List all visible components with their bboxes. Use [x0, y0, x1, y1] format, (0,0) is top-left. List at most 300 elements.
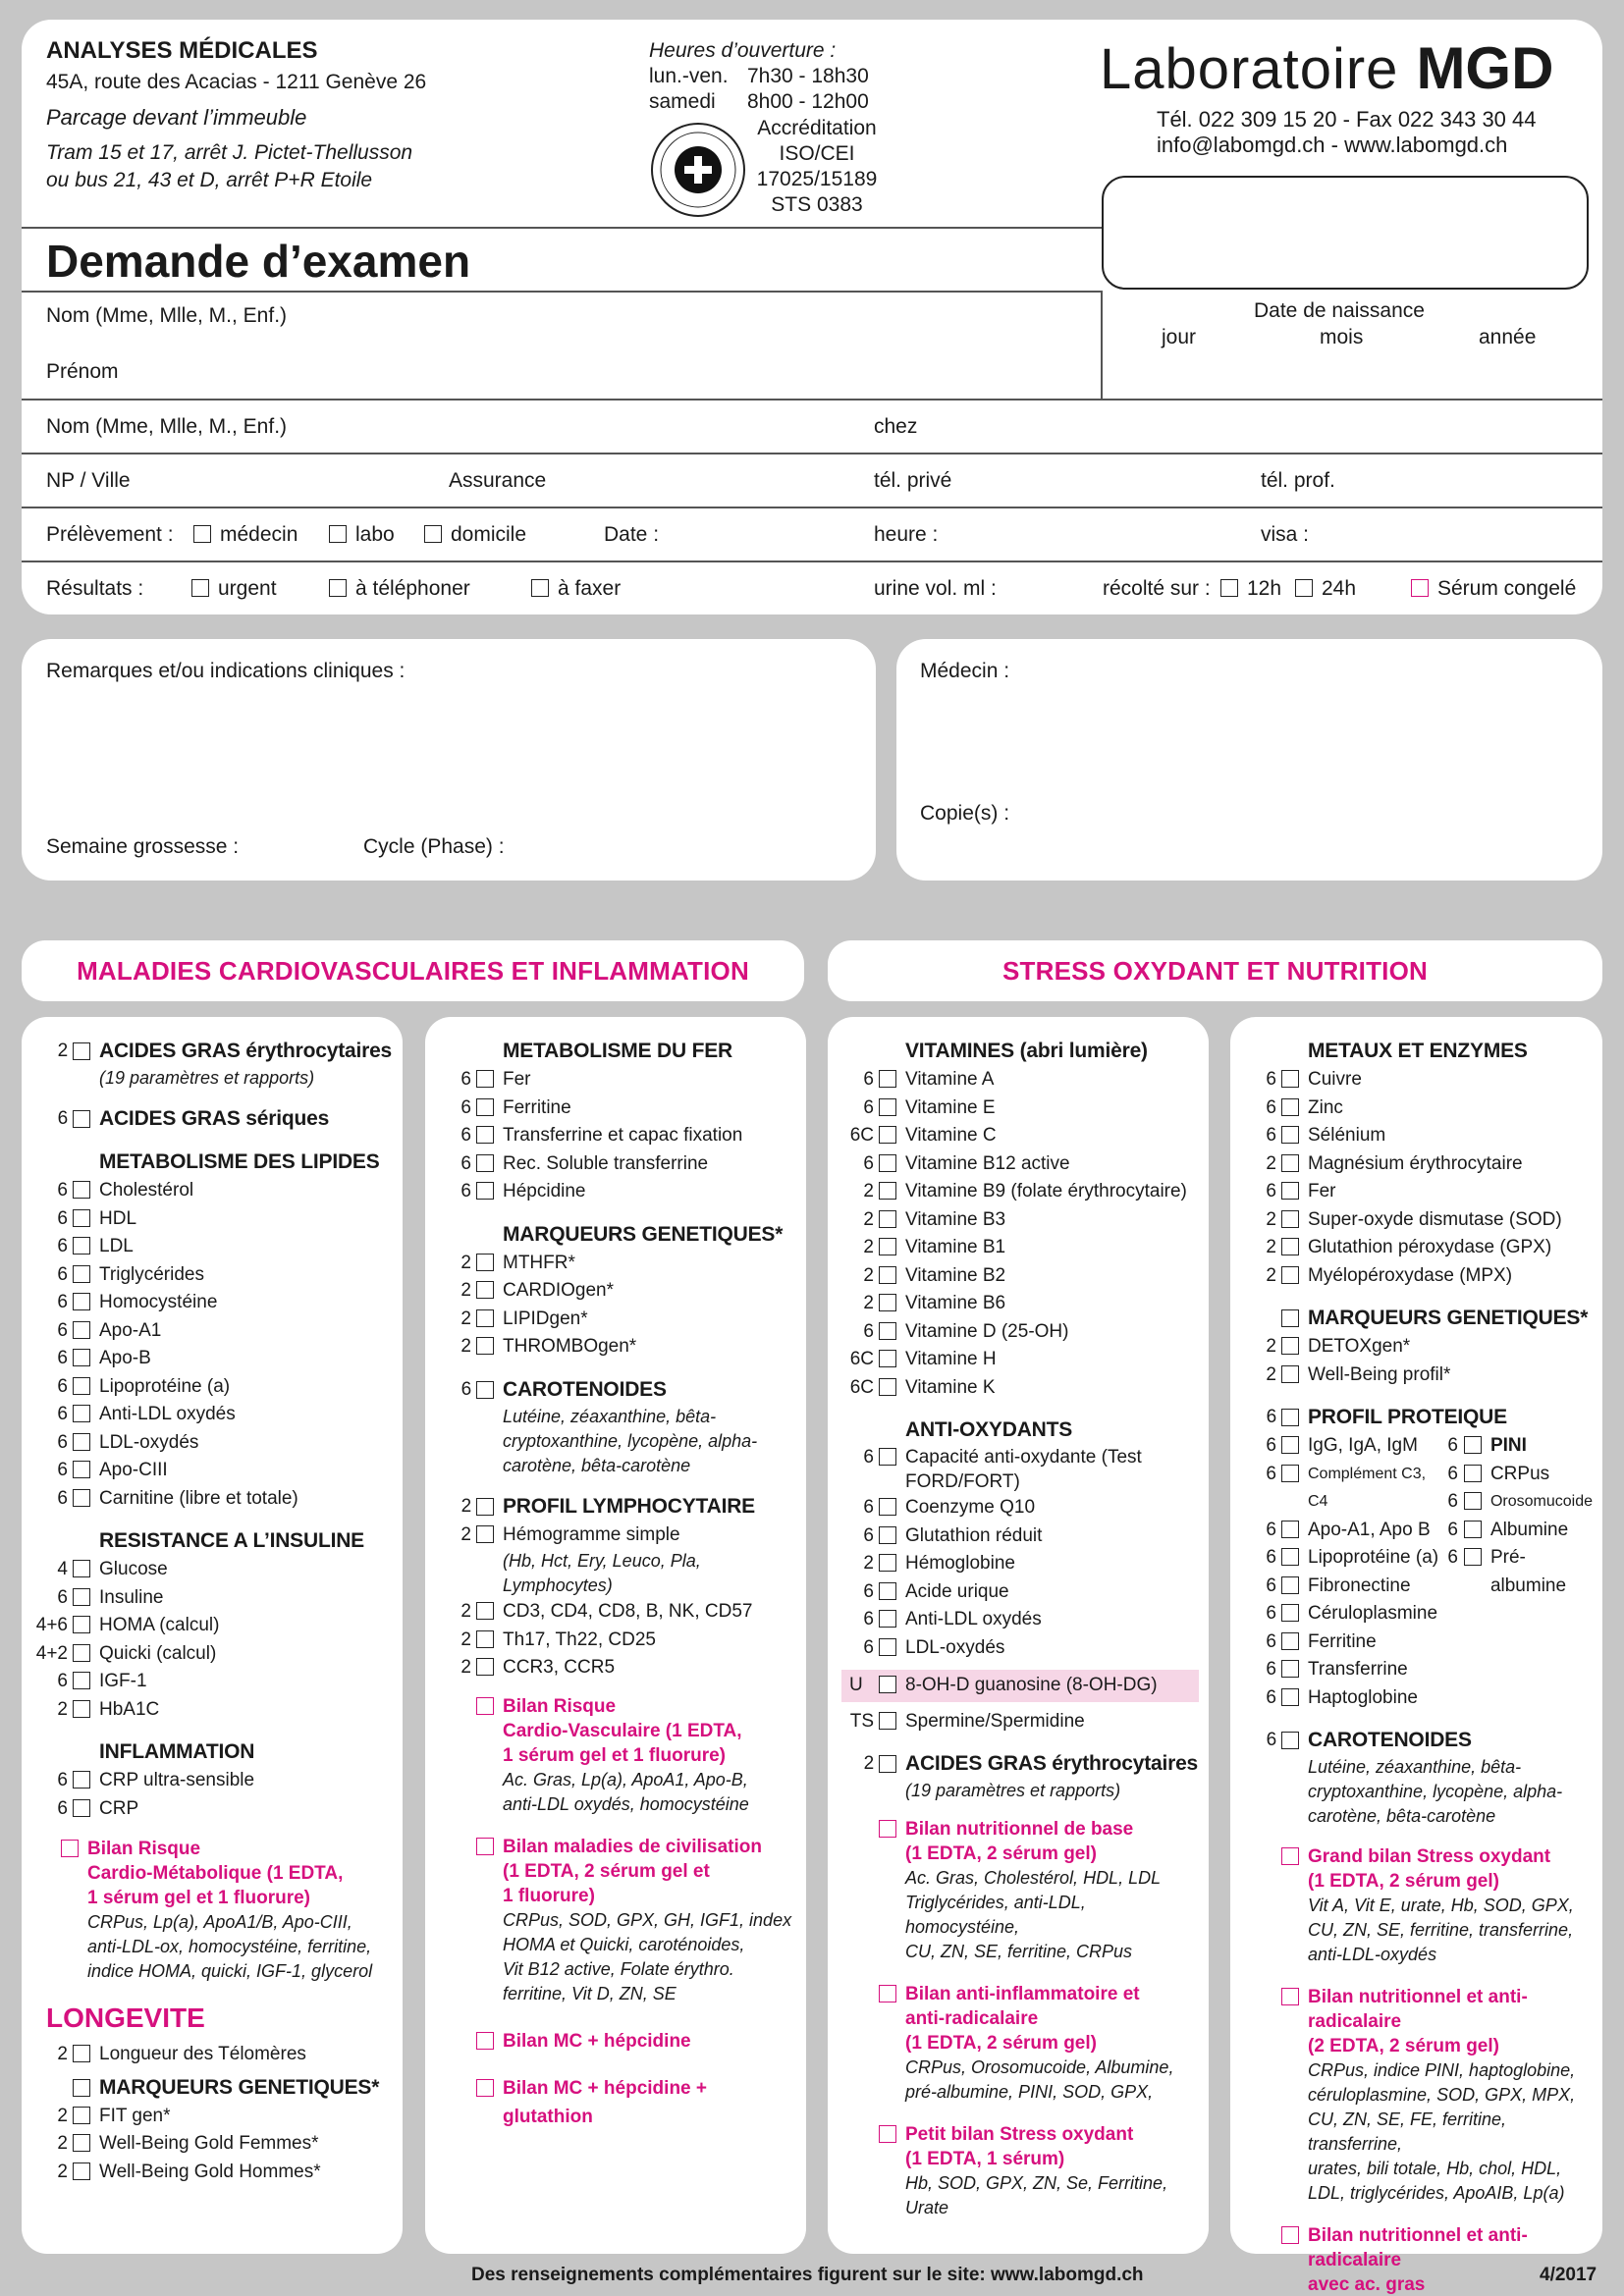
genetic-test-item[interactable] — [425, 1333, 796, 1362]
lymphocyte-test-item[interactable] — [425, 1627, 796, 1655]
checkbox[interactable] — [476, 1154, 494, 1172]
insulin-test-item[interactable] — [22, 1668, 393, 1696]
tube-code: 6 — [1266, 1125, 1276, 1146]
date-field[interactable]: Date : — [604, 523, 660, 546]
insulin-test-item[interactable] — [22, 1612, 393, 1640]
checkbox[interactable] — [73, 1349, 90, 1366]
checkbox[interactable] — [73, 1799, 90, 1817]
fatty-acids-serum-item[interactable]: 6 ACIDES GRAS sériques — [57, 1107, 330, 1130]
tube-code: 6 — [1266, 1659, 1276, 1680]
tube-code: 6 — [1266, 1519, 1276, 1540]
telomeres-item[interactable]: 2 Longueur des Télomères — [57, 2044, 306, 2064]
checkbox[interactable] — [1281, 1337, 1299, 1355]
insurance-field[interactable]: Assurance — [449, 469, 547, 492]
protein-test-item[interactable] — [1444, 1488, 1593, 1517]
fatty-acids-sub-2: (19 paramètres et rapports) — [905, 1781, 1121, 1800]
test-label: LDL-oxydés — [99, 1431, 199, 1453]
phone-fax: Tél. 022 309 15 20 - Fax 022 343 30 44 — [1157, 107, 1537, 132]
test-label: Rec. Soluble transferrine — [503, 1152, 709, 1174]
weekday-label: lun.-ven. — [649, 65, 729, 87]
checkbox[interactable] — [879, 1210, 896, 1228]
metal-enzyme-test-item[interactable] — [1230, 1122, 1593, 1150]
test-label: Lipoprotéine (a) — [99, 1375, 231, 1397]
checkbox[interactable] — [879, 1126, 896, 1144]
lipid-test-item[interactable] — [22, 1345, 393, 1373]
lymphocyte-test-item[interactable] — [425, 1654, 796, 1682]
24h-checkbox[interactable]: 24h — [1295, 577, 1356, 601]
test-label: Well-Being profil* — [1308, 1363, 1451, 1385]
tube-code: 6 — [863, 1524, 874, 1546]
iron-test-item[interactable] — [425, 1095, 796, 1123]
test-label: Th17, Th22, CD25 — [503, 1629, 656, 1650]
protein-test-item[interactable] — [1230, 1600, 1593, 1629]
metal-enzyme-test-item[interactable] — [1230, 1095, 1593, 1123]
form-version: 4/2017 — [1540, 2265, 1597, 2285]
metal-enzyme-test-item[interactable] — [1230, 1206, 1593, 1235]
tube-code: 6 — [460, 1069, 471, 1090]
tube-code: 6 — [1266, 1096, 1276, 1118]
tube-code: 4 — [57, 1559, 68, 1579]
checkbox[interactable] — [879, 1582, 896, 1600]
checkbox[interactable] — [476, 1630, 494, 1648]
checkbox[interactable] — [1281, 1660, 1299, 1678]
cycle-phase-field[interactable]: Cycle (Phase) : — [363, 835, 505, 858]
antioxidant-test-item[interactable] — [828, 1606, 1199, 1634]
protein-test-item[interactable] — [1230, 1684, 1593, 1713]
tube-code: 6 — [57, 1319, 68, 1341]
hemogram-item[interactable]: 2 Hémogramme simple — [460, 1523, 680, 1545]
checkbox[interactable] — [73, 1616, 90, 1633]
checkbox[interactable] — [879, 1182, 896, 1200]
checkbox[interactable] — [1281, 1266, 1299, 1284]
test-label: HDL — [99, 1207, 137, 1229]
tube-code: 6 — [460, 1181, 471, 1201]
pregnancy-week-field[interactable]: Semaine grossesse : — [46, 835, 240, 858]
laboratoire-mgd-logo: Laboratoire MGD — [1100, 35, 1554, 101]
inflammation-test-item[interactable] — [22, 1795, 393, 1824]
checkbox[interactable] — [476, 1337, 494, 1355]
protein-test-item[interactable] — [1230, 1544, 1444, 1573]
checkbox[interactable] — [476, 1126, 494, 1144]
checkbox[interactable] — [879, 1154, 896, 1172]
checkbox[interactable] — [73, 1644, 90, 1662]
checkbox[interactable] — [476, 1098, 494, 1116]
test-label: HbA1C — [99, 1698, 160, 1720]
test-label: Coenzyme Q10 — [905, 1497, 1036, 1518]
vitamin-test-item[interactable] — [828, 1150, 1199, 1179]
12h-checkbox[interactable]: 12h — [1220, 577, 1281, 601]
checkbox[interactable] — [73, 1771, 90, 1789]
tube-code: 2 — [1266, 1208, 1276, 1230]
protein-profile-item[interactable]: 6 PROFIL PROTEIQUE — [1266, 1406, 1507, 1428]
genetic-test-item[interactable] — [22, 2159, 393, 2187]
test-label: Carnitine (libre et totale) — [99, 1487, 298, 1509]
test-label: Apo-A1, Apo B — [1308, 1519, 1431, 1540]
checkbox[interactable] — [1281, 1238, 1299, 1255]
genetic-test-item[interactable] — [425, 1277, 796, 1306]
lab-address: 45A, route des Acacias - 1211 Genève 26 — [46, 71, 427, 93]
sampling-doctor-checkbox[interactable]: médecin — [193, 523, 298, 547]
bilan-nutritionnel-radicalaire-checkbox[interactable]: Bilan nutritionnel et anti-radicalaire (2 EDTA, 2 sérum gel) — [1230, 1985, 1593, 2058]
checkbox[interactable] — [879, 1378, 896, 1396]
bilan-mc-hepcidine-checkbox[interactable]: Bilan MC + hépcidine — [425, 2028, 796, 2056]
checkbox[interactable] — [1281, 1632, 1299, 1650]
checkbox[interactable] — [73, 1489, 90, 1507]
carotenoids-desc-1: Lutéine, zéaxanthine, bêta- cryptoxanthine, lycopène, alpha- carotène, bêta-carotène — [503, 1406, 758, 1475]
checkbox[interactable] — [1281, 1688, 1299, 1706]
antioxidant-test-item[interactable] — [828, 1550, 1199, 1578]
test-label: Transferrine — [1308, 1659, 1408, 1680]
lipid-test-item[interactable] — [22, 1373, 393, 1402]
tube-code: 6 — [863, 1609, 874, 1629]
checkbox[interactable] — [1281, 1365, 1299, 1383]
bilan-cardio-metabolique-checkbox[interactable]: Bilan Risque Cardio-Métabolique (1 EDTA, 1 sérum gel et 1 fluorure) — [22, 1837, 393, 1910]
insulin-heading: RESISTANCE A L’INSULINE — [99, 1529, 364, 1552]
metal-enzyme-test-item[interactable] — [1230, 1150, 1593, 1179]
checkbox[interactable] — [73, 1321, 90, 1339]
genetic-test-item[interactable] — [1230, 1362, 1593, 1390]
insured-name-field[interactable]: Nom (Mme, Mlle, M., Enf.) — [46, 415, 288, 438]
checkbox[interactable] — [73, 1293, 90, 1310]
checkbox[interactable] — [879, 1322, 896, 1340]
checkbox[interactable] — [1281, 1465, 1299, 1482]
copies-field[interactable]: Copie(s) : — [920, 802, 1010, 825]
checkbox[interactable] — [73, 1181, 90, 1199]
carotenoids-item-1[interactable]: 6 CAROTENOIDES — [460, 1377, 667, 1401]
doctor-field[interactable]: Médecin : — [920, 660, 1010, 682]
insulin-test-item[interactable] — [22, 1556, 393, 1584]
test-label: Vitamine D (25-OH) — [905, 1320, 1069, 1342]
checkbox[interactable] — [73, 2163, 90, 2180]
bilan-cardio-vasculaire-checkbox[interactable]: Bilan Risque Cardio-Vasculaire (1 EDTA, 1 sérum gel et 1 fluorure) — [425, 1694, 796, 1768]
tube-code: 2 — [460, 1601, 471, 1622]
test-label: Super-oxyde dismutase (SOD) — [1308, 1208, 1562, 1230]
checkbox[interactable] — [476, 1281, 494, 1299]
oxidative-stress-section-tab: STRESS OXYDANT ET NUTRITION — [828, 940, 1602, 1001]
vitamin-test-item[interactable] — [828, 1374, 1199, 1403]
sampling-home-checkbox[interactable]: domicile — [424, 523, 526, 547]
checkbox[interactable] — [879, 1554, 896, 1572]
urgent-checkbox[interactable]: urgent — [191, 577, 277, 601]
vitamin-test-item[interactable] — [828, 1178, 1199, 1206]
iron-test-item[interactable] — [425, 1178, 796, 1206]
tram-info: Tram 15 et 17, arrêt J. Pictet-Thellusson — [46, 141, 413, 164]
results-label: Résultats : — [46, 577, 144, 600]
vitamin-test-item[interactable] — [828, 1346, 1199, 1374]
checkbox[interactable] — [1464, 1548, 1482, 1566]
checkbox[interactable] — [1281, 1436, 1299, 1454]
test-label: Ferritine — [503, 1096, 571, 1118]
test-label: Vitamine C — [905, 1125, 997, 1146]
lipids-heading: METABOLISME DES LIPIDES — [99, 1150, 380, 1173]
tube-code: 6 — [863, 1580, 874, 1602]
tube-code: 6 — [1266, 1069, 1276, 1090]
test-label: Myélopéroxydase (MPX) — [1308, 1264, 1513, 1286]
test-label: Orosomucoide — [1489, 1493, 1593, 1510]
antioxidant-test-item[interactable] — [828, 1522, 1199, 1551]
iron-test-item[interactable] — [425, 1122, 796, 1150]
vitamin-test-item[interactable] — [828, 1122, 1199, 1150]
test-label: IgG, IgA, IgM — [1308, 1435, 1418, 1456]
checkbox[interactable] — [879, 1638, 896, 1656]
checkbox[interactable] — [1281, 1576, 1299, 1594]
private-phone-field[interactable]: tél. privé — [874, 469, 952, 492]
antioxidant-test-item[interactable] — [828, 1578, 1199, 1607]
bilan-anti-inflammatoire-desc: CRPus, Orosomucoide, Albumine, pré-albumine, PINI, SOD, GPX, — [905, 2057, 1174, 2102]
checkbox[interactable] — [879, 1238, 896, 1255]
test-label: Albumine — [1489, 1519, 1569, 1540]
genetic-test-item[interactable] — [22, 2130, 393, 2159]
bilan-civilisation-checkbox[interactable]: Bilan maladies de civilisation (1 EDTA, 2 sérum gel et 1 fluorure) — [425, 1835, 796, 1908]
checkbox[interactable] — [73, 2134, 90, 2152]
test-label: Well-Being Gold Hommes* — [99, 2161, 321, 2182]
vitamin-test-item[interactable] — [828, 1290, 1199, 1318]
telephone-checkbox[interactable]: à téléphoner — [329, 577, 470, 601]
tube-code: 6 — [1266, 1463, 1276, 1484]
genetic-test-item[interactable] — [1230, 1333, 1593, 1362]
tube-code: 6 — [1447, 1463, 1458, 1484]
checkbox[interactable] — [476, 1309, 494, 1327]
checkbox[interactable] — [1281, 1604, 1299, 1622]
test-label: LIPIDgen* — [503, 1308, 588, 1329]
vitamin-test-item[interactable] — [828, 1206, 1199, 1235]
test-label: Vitamine B12 active — [905, 1152, 1070, 1174]
lipid-test-item[interactable] — [22, 1177, 393, 1205]
metal-enzyme-test-item[interactable] — [1230, 1262, 1593, 1291]
test-label: Fer — [1308, 1181, 1336, 1201]
checkbox[interactable] — [879, 1266, 896, 1284]
frozen-serum-checkbox[interactable]: Sérum congelé — [1411, 577, 1576, 601]
protein-test-item[interactable] — [1444, 1544, 1593, 1600]
chez-field[interactable]: chez — [874, 415, 918, 438]
test-label: Sélénium — [1308, 1125, 1386, 1146]
lipid-test-item[interactable] — [22, 1233, 393, 1261]
test-label: Apo-A1 — [99, 1319, 162, 1341]
checkbox[interactable] — [1281, 1548, 1299, 1566]
protein-test-item[interactable] — [1230, 1656, 1593, 1684]
lipid-test-item[interactable] — [22, 1429, 393, 1458]
tube-code: 2 — [460, 1308, 471, 1329]
protein-test-item[interactable] — [1230, 1573, 1444, 1601]
checkbox[interactable] — [1464, 1521, 1482, 1538]
vitamin-test-item[interactable] — [828, 1234, 1199, 1262]
grand-bilan-stress-desc: Vit A, Vit E, urate, Hb, SOD, GPX, CU, ZN, SE, ferritine, transferrine, anti-LDL-oxydés — [1308, 1896, 1574, 1964]
vitamin-test-item[interactable] — [828, 1095, 1199, 1123]
np-ville-field[interactable]: NP / Ville — [46, 469, 131, 492]
tube-code: 6 — [863, 1096, 874, 1118]
sampling-lab-checkbox[interactable]: labo — [329, 523, 395, 547]
protein-test-item[interactable] — [1230, 1461, 1444, 1517]
checkbox[interactable] — [476, 1658, 494, 1676]
dob-day-field[interactable]: jour — [1162, 326, 1197, 348]
test-label: Haptoglobine — [1308, 1686, 1418, 1708]
petit-bilan-stress-checkbox[interactable]: Petit bilan Stress oxydant (1 EDTA, 1 sérum) — [828, 2122, 1199, 2171]
checkbox[interactable] — [879, 1498, 896, 1516]
test-label: Vitamine A — [905, 1069, 995, 1090]
checkbox[interactable] — [879, 1610, 896, 1628]
vitamin-test-item[interactable] — [828, 1066, 1199, 1095]
checkbox[interactable] — [73, 1433, 90, 1451]
tube-code: 2 — [460, 1252, 471, 1273]
test-label: CARDIOgen* — [503, 1280, 614, 1301]
insulin-test-item[interactable] — [22, 1584, 393, 1613]
iron-test-item[interactable] — [425, 1066, 796, 1095]
checkbox[interactable] — [879, 1350, 896, 1367]
checkbox[interactable] — [73, 1700, 90, 1718]
insulin-test-item[interactable] — [22, 1696, 393, 1725]
vitamin-test-item[interactable] — [828, 1318, 1199, 1347]
lipid-test-item[interactable] — [22, 1289, 393, 1317]
lipid-test-item[interactable] — [22, 1205, 393, 1234]
checkbox[interactable] — [476, 1182, 494, 1200]
dob-year-field[interactable]: année — [1479, 326, 1537, 348]
8-ohdg-item[interactable]: U 8-OH-D guanosine (8-OH-DG) — [841, 1670, 1199, 1702]
checkbox[interactable] — [73, 1405, 90, 1422]
checkbox[interactable] — [1281, 1070, 1299, 1088]
checkbox[interactable] — [476, 1602, 494, 1620]
protein-test-item[interactable] — [1230, 1432, 1444, 1461]
bilan-anti-inflammatoire-checkbox[interactable]: Bilan anti-inflammatoire et anti-radicalaire (1 EDTA, 2 sérum gel) — [828, 1982, 1199, 2056]
checkbox[interactable] — [879, 1294, 896, 1311]
sampling-label: Prélèvement : — [46, 523, 174, 546]
lymphocyte-test-item[interactable] — [425, 1598, 796, 1627]
work-phone-field[interactable]: tél. prof. — [1261, 469, 1335, 492]
checkbox[interactable] — [73, 1209, 90, 1227]
dob-label: Date de naissance — [1254, 299, 1425, 322]
antioxidant-test-item[interactable] — [828, 1494, 1199, 1522]
tube-code: 6 — [1266, 1603, 1276, 1624]
tube-code: 6 — [1447, 1519, 1458, 1540]
bilan-nutritionnel-base-checkbox[interactable]: Bilan nutritionnel de base (1 EDTA, 2 sérum gel) — [828, 1817, 1199, 1866]
bilan-civilisation-desc: CRPus, SOD, GPX, GH, IGF1, index HOMA et Quicki, caroténoides, Vit B12 active, Folate érythro. ferritine, Vit D, ZN, SE — [503, 1909, 792, 2003]
lipid-test-item[interactable] — [22, 1485, 393, 1514]
urine-volume-field[interactable]: urine vol. ml : — [874, 577, 997, 600]
fatty-acids-erythro-item-2[interactable]: 2 ACIDES GRAS érythrocytaires — [863, 1752, 1199, 1775]
tube-code: 6 — [57, 1431, 68, 1453]
iron-heading: METABOLISME DU FER — [503, 1040, 733, 1062]
checkbox[interactable] — [476, 1254, 494, 1271]
lymphocyte-profile-item[interactable]: 2 PROFIL LYMPHOCYTAIRE — [460, 1494, 755, 1518]
metal-enzyme-test-item[interactable] — [1230, 1178, 1593, 1206]
checkbox[interactable] — [73, 1377, 90, 1395]
genetic-test-item[interactable] — [425, 1306, 796, 1334]
lipid-test-item[interactable] — [22, 1317, 393, 1346]
checkbox[interactable] — [879, 1098, 896, 1116]
tube-code: 4+2 — [35, 1642, 68, 1664]
carotenoids-desc-4: Lutéine, zéaxanthine, bêta- cryptoxanthine, lycopène, alpha- carotène, bêta-carotène — [1308, 1757, 1563, 1826]
fax-checkbox[interactable]: à faxer — [531, 577, 621, 601]
fatty-acids-erythro-item[interactable]: 2 ACIDES GRAS érythrocytaires — [57, 1040, 393, 1062]
test-label: CRPus — [1489, 1463, 1550, 1484]
checkbox[interactable] — [73, 1461, 90, 1478]
antioxidant-capacity-item[interactable]: 6 Capacité anti-oxydante (Test FORD/FORT) — [863, 1447, 1142, 1492]
checkbox[interactable] — [1281, 1182, 1299, 1200]
checkbox[interactable] — [1281, 1126, 1299, 1144]
checkbox[interactable] — [73, 2107, 90, 2124]
genetic-test-item[interactable] — [22, 2103, 393, 2131]
test-label: Transferrine et capac fixation — [503, 1125, 743, 1146]
tube-code: 2 — [57, 2133, 68, 2154]
checkbox[interactable] — [1464, 1492, 1482, 1510]
checkbox[interactable] — [1464, 1436, 1482, 1454]
checkbox[interactable] — [73, 1672, 90, 1689]
test-label: CCR3, CCR5 — [503, 1657, 616, 1678]
tube-code: 6 — [57, 1180, 68, 1201]
grand-bilan-stress-checkbox[interactable]: Grand bilan Stress oxydant (1 EDTA, 2 sérum gel) — [1230, 1844, 1593, 1894]
checkbox[interactable] — [1281, 1154, 1299, 1172]
tube-code: 2 — [1266, 1336, 1276, 1357]
bilan-radicalaire-ac-gras-checkbox[interactable]: Bilan nutritionnel et anti-radicalaire avec ac. gras — [1230, 2223, 1593, 2296]
checkbox[interactable] — [476, 1070, 494, 1088]
genetic-test-item[interactable] — [425, 1250, 796, 1278]
metal-enzyme-test-item[interactable] — [1230, 1234, 1593, 1262]
checkbox[interactable] — [1281, 1521, 1299, 1538]
protein-test-item[interactable] — [1230, 1517, 1444, 1545]
test-label: Complément C3, C4 — [1308, 1465, 1427, 1510]
inflammation-test-item[interactable] — [22, 1767, 393, 1795]
petit-bilan-stress-desc: Hb, SOD, GPX, ZN, Se, Ferritine, Urate — [905, 2173, 1168, 2217]
metal-enzyme-test-item[interactable] — [1230, 1066, 1593, 1095]
test-label: CRP — [99, 1797, 139, 1819]
test-label: Acide urique — [905, 1580, 1009, 1602]
protein-test-item[interactable] — [1444, 1461, 1593, 1489]
protein-test-item[interactable] — [1230, 1629, 1593, 1657]
protein-test-item[interactable] — [1444, 1517, 1593, 1545]
lipid-test-item[interactable] — [22, 1457, 393, 1485]
saturday-label: samedi — [649, 90, 716, 113]
insulin-test-item[interactable] — [22, 1640, 393, 1669]
protein-test-item[interactable] — [1444, 1432, 1593, 1461]
time-field[interactable]: heure : — [874, 523, 939, 546]
patient-name-field[interactable]: Nom (Mme, Mlle, M., Enf.) — [46, 304, 288, 327]
bilan-cardio-metabolique-desc: CRPus, Lp(a), ApoA1/B, Apo-CIII, anti-LDL-ox, homocystéine, ferritine, indice HOMA, quicki, IGF-1, glycerol — [87, 1912, 373, 1981]
checkbox[interactable] — [73, 1237, 90, 1255]
tube-code: 6 — [57, 1460, 68, 1480]
carotenoids-item-4[interactable]: 6 CAROTENOIDES — [1266, 1729, 1472, 1751]
first-name-field[interactable]: Prénom — [46, 360, 119, 383]
checkbox[interactable] — [1281, 1210, 1299, 1228]
tube-code: 6 — [1447, 1491, 1458, 1512]
iron-test-item[interactable] — [425, 1150, 796, 1179]
checkbox[interactable] — [879, 1526, 896, 1544]
checkbox[interactable] — [73, 1588, 90, 1606]
antioxidant-test-item[interactable] — [828, 1634, 1199, 1663]
dob-month-field[interactable]: mois — [1320, 326, 1364, 348]
checkbox[interactable] — [1464, 1465, 1482, 1482]
tube-code: 6 — [57, 1404, 68, 1424]
bilan-mc-hepcidine-glutathion-checkbox[interactable]: Bilan MC + hépcidine + glutathion — [425, 2075, 796, 2131]
checkbox[interactable] — [1281, 1098, 1299, 1116]
footer-info: Des renseignements complémentaires figurent sur le site: www.labomgd.ch — [471, 2265, 1144, 2285]
lipid-test-item[interactable] — [22, 1401, 393, 1429]
tube-code: 6 — [863, 1320, 874, 1342]
patient-label-box[interactable] — [1102, 176, 1589, 290]
tube-code: 2 — [460, 1280, 471, 1301]
checkbox[interactable] — [73, 1560, 90, 1577]
checkbox[interactable] — [73, 1265, 90, 1283]
test-label: MTHFR* — [503, 1252, 575, 1273]
test-label: Insuline — [99, 1586, 164, 1608]
tube-code: 2 — [460, 1336, 471, 1357]
checkbox[interactable] — [879, 1070, 896, 1088]
visa-field[interactable]: visa : — [1261, 523, 1310, 546]
spermine-item[interactable]: TS Spermine/Spermidine — [849, 1710, 1085, 1732]
lipid-test-item[interactable] — [22, 1261, 393, 1290]
test-label: DETOXgen* — [1308, 1336, 1411, 1357]
vitamin-test-item[interactable] — [828, 1262, 1199, 1291]
tube-code: 6 — [57, 1375, 68, 1397]
test-label: Lipoprotéine (a) — [1308, 1547, 1439, 1568]
